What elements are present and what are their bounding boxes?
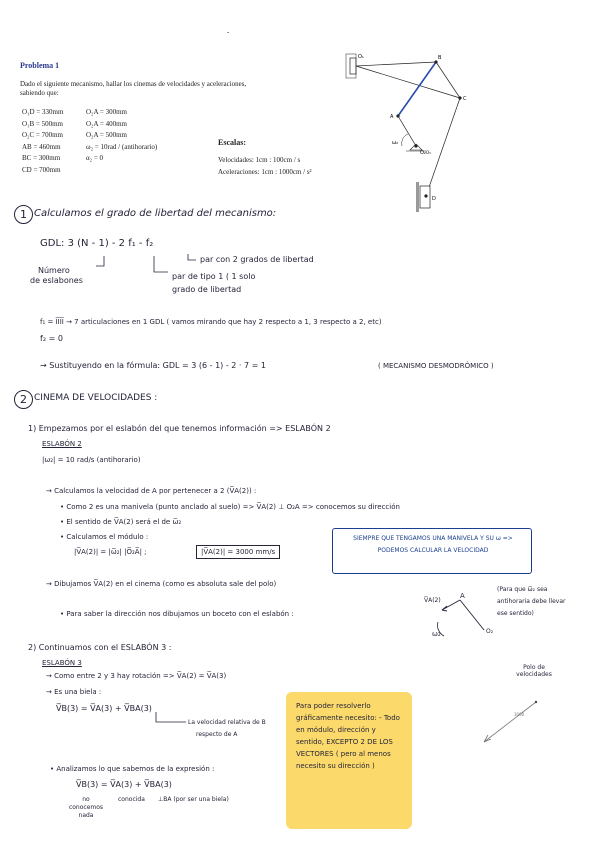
- bullet-3: • Calculamos el módulo :: [60, 533, 149, 541]
- sketch-vac-label: V̅A(2): [424, 597, 441, 604]
- yellow-note-text: Para poder resolverlo gráficamente necesito: - Todo en módulo, dirección y sentido, EXCEPTO 2 DE LOS VECTORES ( pero al menos necesito su dirección ): [296, 702, 400, 770]
- link-o1-c: [356, 66, 460, 98]
- note-numero: Número: [38, 266, 70, 275]
- relative-note-a: La velocidad relativa de B: [188, 719, 266, 726]
- label-d: D: [432, 196, 436, 202]
- d-guide: [416, 182, 419, 212]
- data-item: CD = 700mm: [22, 165, 61, 174]
- relative-note-b: respecto de A: [196, 731, 238, 738]
- relative-pointer: [150, 712, 190, 726]
- bullet-2: • El sentido de V̅A(2) será el de ω̅₂: [60, 518, 182, 526]
- sketch-a-label: A: [460, 592, 465, 600]
- step-2: 2) Continuamos con el ESLABÓN 3 :: [28, 643, 172, 652]
- pointer-f2: [188, 254, 196, 260]
- data-item: O₁B = 500mm: [22, 119, 64, 128]
- pointer-n: [96, 256, 104, 266]
- section-2-number: 2: [14, 390, 33, 409]
- data-item: O₁D = 330mm: [22, 108, 64, 116]
- joint-a: [396, 114, 399, 117]
- problem-title: Problema 1: [20, 61, 60, 70]
- mechanism-diagram: [340, 50, 470, 220]
- sketch-link: [460, 600, 484, 630]
- label-c: C: [463, 96, 467, 102]
- data-item: AB = 460mm: [22, 142, 61, 151]
- label-omega2: ω₂: [392, 140, 399, 146]
- data-left-list: [22, 108, 84, 177]
- section-1-heading: Calculamos el grado de libertad del mecanismo:: [34, 208, 277, 219]
- link-o1-b: [356, 62, 436, 66]
- eslabon-3-label: ESLABÓN 3: [42, 659, 82, 667]
- gdl-formula: GDL: 3 (N - 1) - 2 f₁ - f₂: [40, 238, 154, 249]
- bullet-1: • Como 2 es una manivela (punto anclado al suelo) => V̅A(2) ⊥ O₂A => conocemos su dirección: [60, 503, 400, 511]
- substitution-line: → Sustituyendo en la fórmula: GDL = 3 (6 - 1) - 2 · 7 = 1: [40, 361, 266, 370]
- sketch-w2-label: ω₂: [432, 630, 441, 638]
- arrowhead-icon: [442, 606, 447, 611]
- o1-support: [350, 58, 356, 74]
- note-eslabones: de eslabones: [30, 276, 83, 285]
- vb-formula: V̅B(3) = V̅A(3) + V̅BA(3): [56, 704, 152, 713]
- direction-line: • Para saber la dirección nos dibujamos un boceto con el eslabón :: [60, 610, 294, 618]
- link-o2-a: [398, 116, 416, 146]
- omega-arc-icon: [402, 134, 408, 146]
- data-item: O₂A = 500mm: [86, 131, 128, 139]
- rotation-line: → Como entre 2 y 3 hay rotación => V̅A(2) = V̅A(3): [46, 672, 227, 680]
- data-item: O₂A = 400mm: [86, 119, 128, 128]
- top-mark: -: [227, 28, 230, 36]
- calc-a-line: → Calculamos la velocidad de A por pertenecer a 2 (V̅A(2)) :: [46, 487, 257, 495]
- module-formula: |V̅A(2)| = |ω̅₂| |O̅₂A̅| ;: [74, 548, 147, 556]
- scales-title: Escalas:: [218, 138, 246, 147]
- perp-note: ⊥BA (por ser una biela): [158, 796, 229, 803]
- step-1: 1) Empezamos por el eslabón del que tenemos información => ESLABÓN 2: [28, 424, 331, 433]
- polo-arrowhead-icon: [484, 735, 491, 742]
- side-note: (Para que ω̅₂ sea antihoraria debe llevar ese sentido): [497, 586, 566, 617]
- biela-line: → Es una biela :: [46, 688, 102, 696]
- data-item: O₂C = 700mm: [22, 131, 64, 139]
- conocida-note: conocida: [118, 796, 145, 803]
- f1-line: f₁ = ĨĨĨĨ → 7 articulaciones en 1 GDL ( vamos mirando que hay 2 respecto a 1, 3 respecto a 2, etc): [40, 318, 382, 326]
- label-o1: O₁: [358, 54, 364, 60]
- data-right-list: [86, 108, 216, 166]
- label-b: B: [438, 55, 442, 61]
- link-b-c: [436, 62, 460, 98]
- substitution-note: ( MECANISMO DESMODRÓMICO ): [378, 362, 494, 370]
- manivela-note: SIEMPRE QUE TENGAMOS UNA MANIVELA Y SU ω => PODEMOS CALCULAR LA VELOCIDAD: [353, 535, 513, 554]
- omega-2-value: |ω₂| = 10 rad/s (antihorario): [42, 456, 141, 464]
- note-f2: par con 2 grados de libertad: [200, 255, 314, 264]
- module-result-box: |V̅A(2)| = 3000 mm/s: [196, 545, 280, 559]
- sketch-o2-label: O₂: [486, 628, 494, 635]
- section-1-number: 1: [14, 205, 33, 224]
- velocity-polygon: [470, 690, 570, 750]
- joint-o2: [414, 144, 417, 147]
- data-item: α₂ = 0: [86, 154, 104, 162]
- polo-vector: [484, 702, 536, 742]
- f2-line: f₂ = 0: [40, 334, 63, 343]
- joint-c: [458, 96, 461, 99]
- problem-statement-line1: Dado el siguiente mecanismo, hallar los cinemas de velocidades y aceleraciones,: [20, 80, 247, 88]
- label-a: A: [390, 114, 394, 120]
- data-item: ω₂ = 10rad / (antihorario): [86, 142, 158, 151]
- sketch-vector: [442, 600, 460, 610]
- no-conocemos-note: no conocemos nada: [68, 796, 104, 819]
- eslabon-2-label: ESLABÓN 2: [42, 440, 82, 448]
- label-o3: O₃: [426, 150, 431, 155]
- section-2-heading: CINEMA DE VELOCIDADES :: [34, 393, 158, 403]
- note-f1-a: par de tipo 1 ( 1 solo: [172, 272, 256, 281]
- scale-acceleration: Aceleraciones: 1cm : 1000cm / s²: [218, 168, 312, 176]
- polo-point: [535, 701, 537, 703]
- pointer-f1: [154, 256, 168, 272]
- polo-label: Polo de velocidades: [516, 664, 552, 678]
- relative-pointer-line: [156, 712, 186, 722]
- polo-vector-label: 3000: [514, 712, 525, 717]
- link-c-d: [426, 98, 460, 196]
- data-item: O₂A = 300mm: [86, 108, 128, 116]
- analyze-line: • Analizamos lo que sabemos de la expresión :: [50, 765, 215, 773]
- joint-d: [424, 194, 427, 197]
- note-f1-b: grado de libertad: [172, 285, 242, 294]
- problem-statement-line2: sabiendo que:: [20, 89, 59, 97]
- draw-line: → Dibujamos V̅A(2) en el cinema (como es absoluta sale del polo): [46, 580, 277, 588]
- scale-velocity: Velocidades: 1cm : 100cm / s: [218, 156, 301, 164]
- label-o2: O₂: [420, 150, 426, 156]
- data-item: BC = 300mm: [22, 154, 61, 162]
- analysis-formula: V̅B(3) = V̅A(3) + V̅BA(3): [76, 780, 172, 789]
